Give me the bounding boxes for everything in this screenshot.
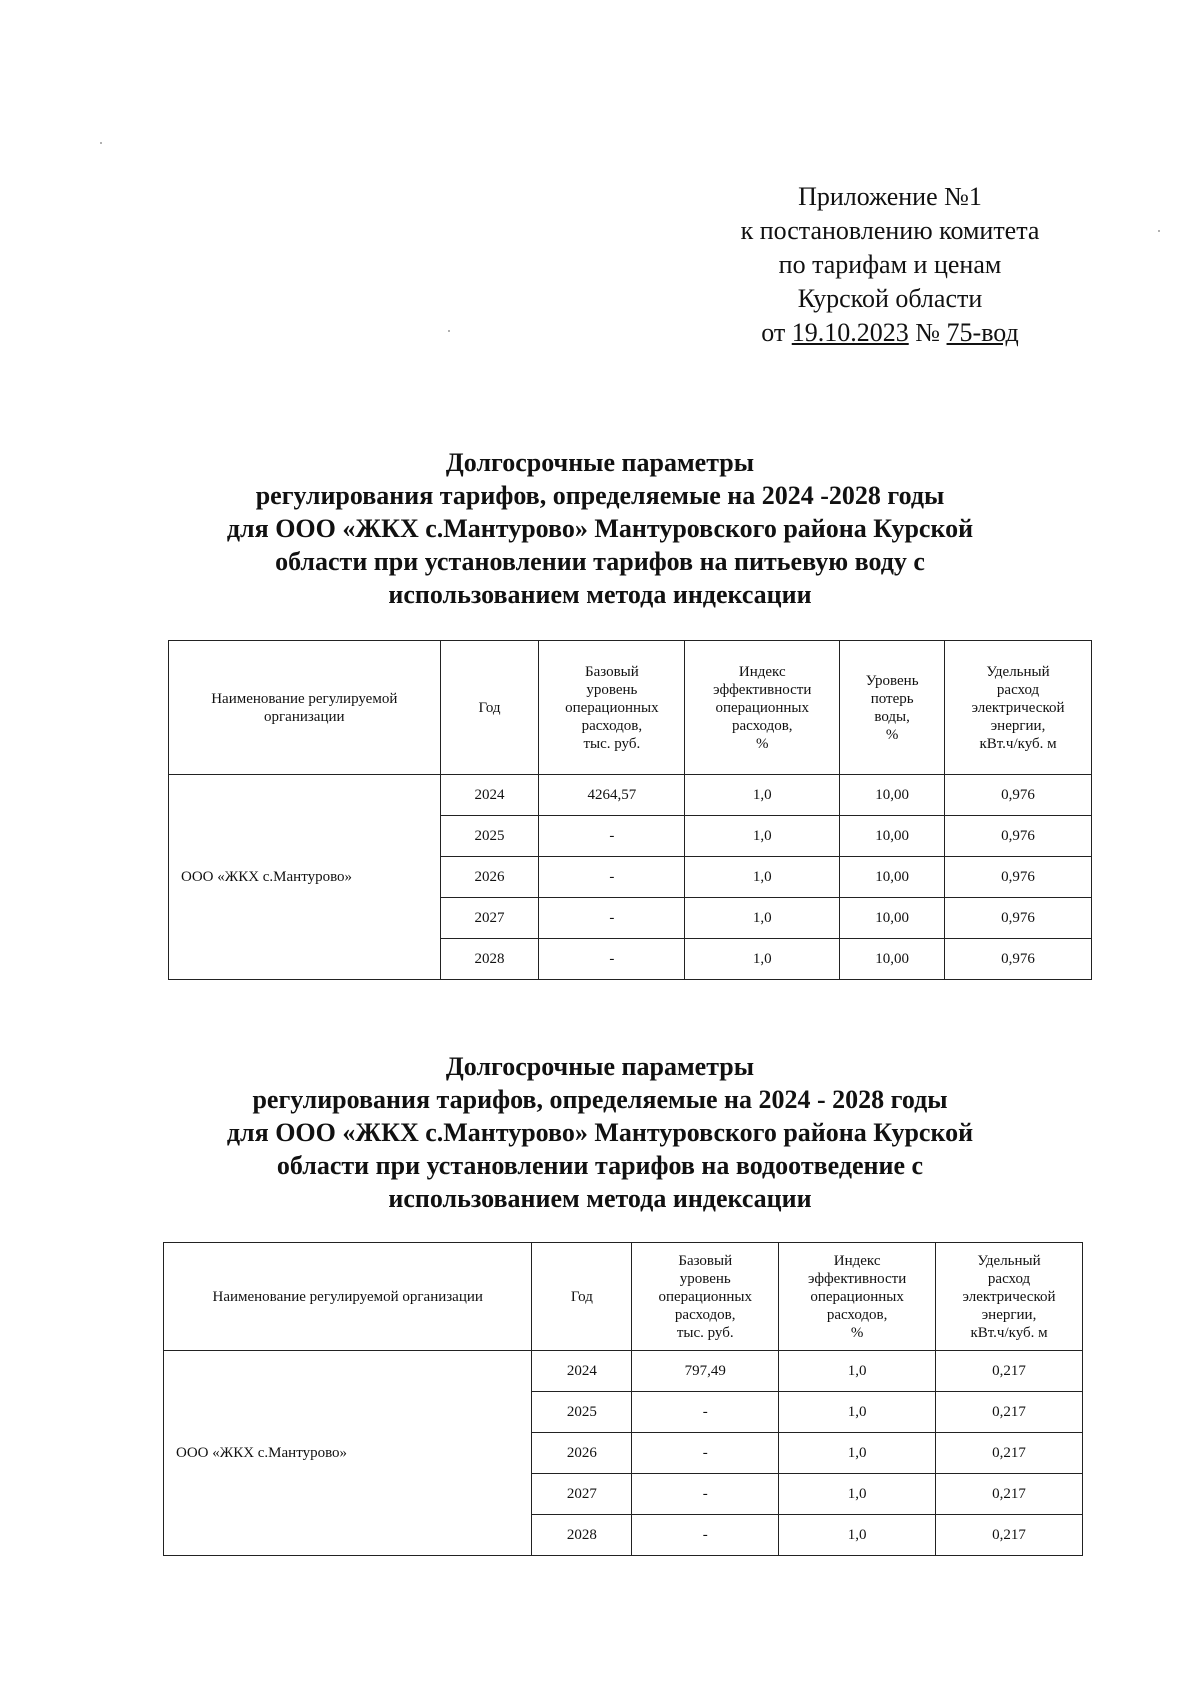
year-cell: 2024: [532, 1351, 632, 1392]
base-cell: -: [632, 1392, 779, 1433]
energy-cell: 0,217: [936, 1351, 1083, 1392]
base-cell: 797,49: [632, 1351, 779, 1392]
loss-cell: 10,00: [840, 939, 945, 980]
table-row: [164, 1351, 1083, 1392]
energy-cell: 0,217: [936, 1392, 1083, 1433]
section2-title-line: использованием метода индексации: [388, 1184, 812, 1213]
loss-cell: 10,00: [840, 816, 945, 857]
org-name-cell: ООО «ЖКХ с.Мантурово»: [169, 775, 441, 980]
index-cell: 1,0: [779, 1351, 936, 1392]
header-org: Наименование регулируемой организации: [164, 1243, 532, 1351]
base-cell: -: [539, 939, 685, 980]
annex-resolution: к постановлению комитета: [740, 216, 1040, 245]
section1-title-line: регулирования тарифов, определяемые на 2024 -2028 годы: [255, 481, 945, 510]
loss-cell: 10,00: [840, 898, 945, 939]
energy-cell: 0,217: [936, 1433, 1083, 1474]
section2-title-line: для ООО «ЖКХ с.Мантурово» Мантуровского района Курской: [226, 1118, 974, 1147]
year-cell: 2024: [440, 775, 539, 816]
index-cell: 1,0: [685, 816, 840, 857]
base-cell: -: [539, 816, 685, 857]
wastewater-params-table: [163, 1242, 1083, 1556]
header-base-level: Базовый уровень операционных расходов, тыс. руб.: [539, 641, 685, 775]
energy-cell: 0,976: [945, 775, 1092, 816]
annex-block: [700, 180, 1080, 350]
index-cell: 1,0: [779, 1515, 936, 1556]
table-row: [169, 775, 1092, 816]
section2-title-line: области при установлении тарифов на водоотведение с: [276, 1151, 924, 1180]
table-header-row: [169, 641, 1092, 775]
section1-title-line: области при установлении тарифов на питьевую воду с: [275, 547, 925, 576]
index-cell: 1,0: [779, 1392, 936, 1433]
energy-cell: 0,217: [936, 1515, 1083, 1556]
annex-date-number: [700, 316, 1080, 350]
loss-cell: 10,00: [840, 775, 945, 816]
scan-speck: [448, 330, 450, 332]
energy-cell: 0,976: [945, 857, 1092, 898]
base-cell: -: [539, 857, 685, 898]
index-cell: 1,0: [685, 898, 840, 939]
org-name-cell: ООО «ЖКХ с.Мантурово»: [164, 1351, 532, 1556]
header-org: Наименование регулируемой организации: [169, 641, 441, 775]
annex-date: 19.10.2023: [791, 318, 909, 347]
annex-number-sign: №: [908, 318, 947, 347]
annex-committee: по тарифам и ценам: [778, 250, 1002, 279]
annex-number: 75-вод: [946, 318, 1019, 347]
header-base-level: Базовый уровень операционных расходов, тыс. руб.: [632, 1243, 779, 1351]
section1-title-line: для ООО «ЖКХ с.Мантурово» Мантуровского района Курской: [226, 514, 974, 543]
section1-title: [160, 446, 1040, 611]
year-cell: 2026: [440, 857, 539, 898]
year-cell: 2027: [440, 898, 539, 939]
annex-region: Курской области: [797, 284, 983, 313]
header-energy-consumption: Удельный расход электрической энергии, кВт.ч/куб. м: [936, 1243, 1083, 1351]
annex-title: Приложение №1: [798, 182, 982, 211]
header-efficiency-index: Индекс эффективности операционных расходов, %: [685, 641, 840, 775]
year-cell: 2027: [532, 1474, 632, 1515]
loss-cell: 10,00: [840, 857, 945, 898]
energy-cell: 0,976: [945, 816, 1092, 857]
scan-speck: [1158, 230, 1160, 232]
energy-cell: 0,217: [936, 1474, 1083, 1515]
section2-title-line: Долгосрочные параметры: [445, 1052, 755, 1081]
header-energy-consumption: Удельный расход электрической энергии, кВт.ч/куб. м: [945, 641, 1092, 775]
base-cell: 4264,57: [539, 775, 685, 816]
header-efficiency-index: Индекс эффективности операционных расходов, %: [779, 1243, 936, 1351]
section2-title-line: регулирования тарифов, определяемые на 2024 - 2028 годы: [252, 1085, 948, 1114]
year-cell: 2026: [532, 1433, 632, 1474]
annex-date-prefix: от: [761, 318, 792, 347]
index-cell: 1,0: [779, 1433, 936, 1474]
base-cell: -: [539, 898, 685, 939]
section2-title: [160, 1050, 1040, 1215]
header-year: Год: [440, 641, 539, 775]
year-cell: 2025: [532, 1392, 632, 1433]
section1-title-line: использованием метода индексации: [388, 580, 812, 609]
index-cell: 1,0: [685, 939, 840, 980]
energy-cell: 0,976: [945, 898, 1092, 939]
section1-title-line: Долгосрочные параметры: [445, 448, 755, 477]
year-cell: 2028: [440, 939, 539, 980]
header-water-loss: Уровень потерь воды, %: [840, 641, 945, 775]
base-cell: -: [632, 1515, 779, 1556]
table-header-row: [164, 1243, 1083, 1351]
header-year: Год: [532, 1243, 632, 1351]
base-cell: -: [632, 1433, 779, 1474]
base-cell: -: [632, 1474, 779, 1515]
year-cell: 2025: [440, 816, 539, 857]
index-cell: 1,0: [685, 775, 840, 816]
index-cell: 1,0: [685, 857, 840, 898]
drinking-water-params-table: [168, 640, 1092, 980]
energy-cell: 0,976: [945, 939, 1092, 980]
scan-speck: [100, 142, 102, 144]
index-cell: 1,0: [779, 1474, 936, 1515]
year-cell: 2028: [532, 1515, 632, 1556]
